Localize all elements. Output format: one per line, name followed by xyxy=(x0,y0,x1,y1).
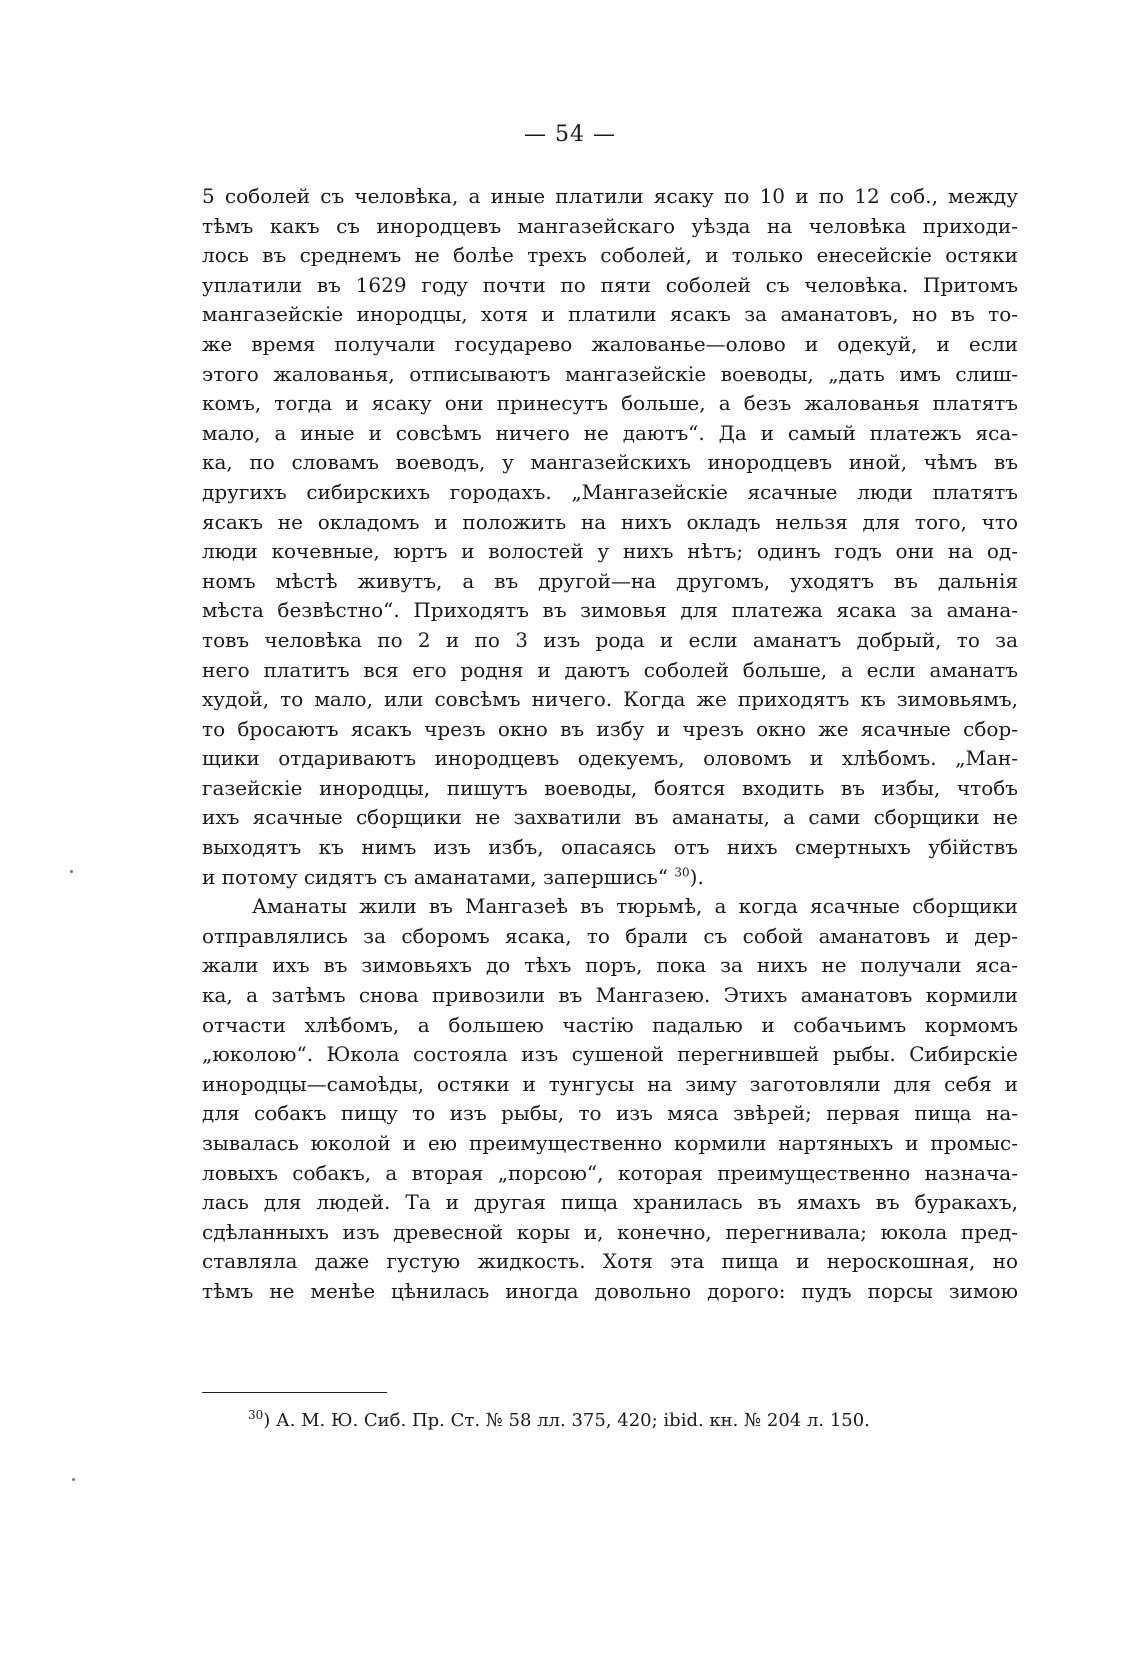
text-line: другихъ сибирскихъ городахъ. „Мангазейскіе ясачные люди платятъ xyxy=(202,479,1018,504)
text-line: выходятъ къ нимъ изъ избъ, опасаясь отъ нихъ смертныхъ убійствъ xyxy=(202,835,1018,860)
scan-speck xyxy=(72,1478,75,1481)
text-line: этого жалованья, отписываютъ мангазейскіе воеводы, „дать имъ слиш- xyxy=(202,361,1018,386)
text-line: отчасти хлѣбомъ, а большею частію падалью и собачьимъ кормомъ xyxy=(202,1012,1018,1037)
text-line: „юколою“. Юкола состояла изъ сушеной перегнившей рыбы. Сибирскіе xyxy=(202,1042,1018,1067)
footnote-ref-close: ). xyxy=(689,864,704,889)
text-line: тѣмъ не менѣе цѣнилась иногда довольно дорого: пудъ порсы зимою xyxy=(202,1278,1018,1303)
text-line: мѣста безвѣстно“. Приходятъ въ зимовья для платежа ясака за амана- xyxy=(202,598,1018,623)
text-line: лась для людей. Та и другая пища хранилась въ ямахъ въ буракахъ, xyxy=(202,1190,1018,1215)
text-line: газейскіе инородцы, пишутъ воеводы, боятся входить въ избы, чтобъ xyxy=(202,775,1018,800)
text-line: Аманаты жили въ Мангазеѣ въ тюрьмѣ, а когда ясачные сборщики xyxy=(252,894,1018,919)
text-line: мангазейскіе инородцы, хотя и платили ясакъ за аманатовъ, но въ то- xyxy=(202,302,1018,327)
text-line: ясакъ не окладомъ и положить на нихъ окладъ нельзя для того, что xyxy=(202,509,1018,534)
text-line-last xyxy=(202,863,1018,893)
text-line: люди кочевные, юртъ и волостей у нихъ нѣтъ; одинъ годъ они на од- xyxy=(202,539,1018,564)
text-line: ка, по словамъ воеводъ, у мангазейскихъ инородцевъ иной, чѣмъ въ xyxy=(202,450,1018,475)
footnote-ref[interactable]: 30 xyxy=(674,865,690,879)
footnote-text: ) А. М. Ю. Сиб. Пр. Ст. № 58 лл. 375, 420; ibid. кн. № 204 л. 150. xyxy=(263,1410,870,1431)
text-line: инородцы—самоѣды, остяки и тунгусы на зиму заготовляли для себя и xyxy=(202,1071,1018,1096)
text-line: ставляла даже густую жидкость. Хотя эта пища и нероскошная, но xyxy=(202,1249,1018,1274)
text-line: уплатили въ 1629 году почти по пяти соболей съ человѣка. Притомъ xyxy=(202,272,1018,297)
text-line: щики отдариваютъ инородцевъ одекуемъ, оловомъ и хлѣбомъ. „Ман- xyxy=(202,746,1018,771)
text-line: худой, то мало, или совсѣмъ ничего. Когда же приходятъ къ зимовьямъ, xyxy=(202,687,1018,712)
text-line: 5 соболей съ человѣка, а иные платили ясаку по 10 и по 12 соб., между xyxy=(202,184,1018,208)
text-line: жали ихъ въ зимовьяхъ до тѣхъ поръ, пока за нихъ не получали яса- xyxy=(202,953,1018,978)
text-line: мало, а иные и совсѣмъ ничего не даютъ“. Да и самый платежъ яса- xyxy=(202,420,1018,445)
text-line: него платитъ вся его родня и даютъ соболей больше, а если аманатъ xyxy=(202,657,1018,682)
text-line: товъ человѣка по 2 и по 3 изъ рода и если аманатъ добрый, то за xyxy=(202,627,1018,652)
text-line: же время получали государево жалованье—олово и одекуй, и если xyxy=(202,331,1018,356)
text-line: зывалась юколой и ею преимущественно кормили нартяныхъ и промыс- xyxy=(202,1131,1018,1155)
text-line: лось въ среднемъ не болѣе трехъ соболей, и только енесейскіе остяки xyxy=(202,243,1018,268)
text-line: комъ, тогда и ясаку они принесутъ больше, а безъ жалованья платятъ xyxy=(202,391,1018,416)
text-line: для собакъ пищу то изъ рыбы, то изъ мяса звѣрей; первая пища на- xyxy=(202,1101,1018,1126)
footnote xyxy=(248,1410,870,1431)
scan-speck xyxy=(70,870,73,873)
text-line: сдѣланныхъ изъ древесной коры и, конечно, перегнивала; юкола пред- xyxy=(202,1219,1018,1244)
text-line: номъ мѣстѣ живутъ, а въ другой—на другомъ, уходятъ въ дальнія xyxy=(202,568,1018,593)
page-number: — 54 — xyxy=(524,122,616,147)
text-line: ихъ ясачные сборщики не захватили въ аманаты, а сами сборщики не xyxy=(202,805,1018,830)
body-text xyxy=(202,182,1018,1307)
text-line: ка, а затѣмъ снова привозили въ Мангазею. Этихъ аманатовъ кормили xyxy=(202,983,1018,1008)
text-line: отправлялись за сборомъ ясака, то брали съ собой аманатовъ и дер- xyxy=(202,923,1018,948)
paragraph-2 xyxy=(202,892,1018,1306)
paragraph-1 xyxy=(202,182,1018,892)
text-line: ловыхъ собакъ, а вторая „порсою“, которая преимущественно назнача- xyxy=(202,1160,1018,1185)
text-line-content: и потому сидятъ съ аманатами, запершись“ xyxy=(202,864,669,889)
footnote-divider xyxy=(202,1392,387,1393)
footnote-marker: 30 xyxy=(248,1408,264,1422)
text-line: тѣмъ какъ съ инородцевъ мангазейскаго уѣзда на человѣка приходи- xyxy=(202,213,1018,238)
text-line: то бросаютъ ясакъ чрезъ окно въ избу и чрезъ окно же ясачные сбор- xyxy=(202,716,1018,741)
